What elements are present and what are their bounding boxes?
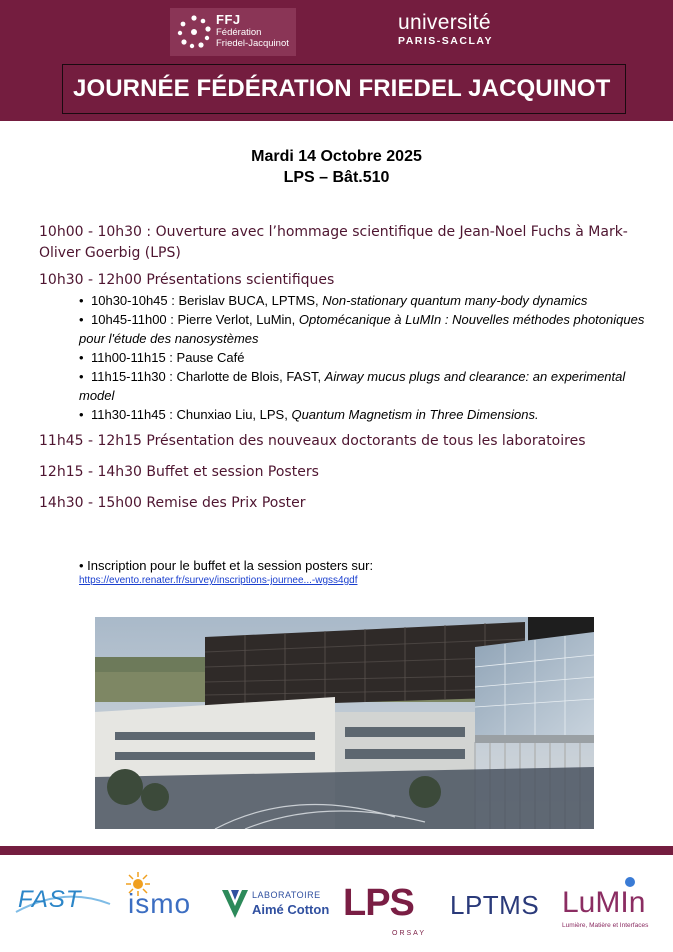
bullet-icon: • [79, 312, 84, 327]
program-item-presentations: 10h30 - 12h00 Présentations scientifiques [39, 272, 335, 288]
partner-logos [0, 866, 673, 946]
event-date: Mardi 14 Octobre 2025 [251, 148, 422, 165]
building-illustration [95, 617, 594, 829]
bullet-icon: • [79, 293, 84, 308]
lac-name: Aimé Cotton [252, 902, 330, 917]
footer-bar [0, 846, 673, 855]
registration-text: • Inscription pour le buffet et la session posters sur: [79, 558, 374, 573]
page-title: JOURNÉE FÉDÉRATION FRIEDEL JACQUINOT [73, 75, 611, 102]
title-box [62, 64, 626, 114]
ups-word: université [398, 11, 491, 34]
registration-link[interactable]: https://evento.renater.fr/survey/inscriptions-journee...-wgss4gdf [79, 575, 358, 586]
lumin-sub: Lumière, Matière et Interfaces [562, 922, 649, 929]
program-item-prix: 14h30 - 15h00 Remise des Prix Poster [39, 495, 306, 511]
ffj-abbr: FFJ [216, 12, 241, 27]
aime-cotton-logo [220, 888, 330, 925]
header-banner [0, 0, 673, 121]
lumin-logo: LuMIn [562, 886, 646, 919]
lps-logo: LPS [343, 882, 414, 924]
program-item-opening: 10h00 - 10h30 : Ouverture avec l’hommage scientifique de Jean-Noel Fuchs à Mark-Oliver Goerbig (LPS) [39, 224, 628, 261]
program [39, 222, 649, 514]
event-location: LPS – Bât.510 [283, 169, 390, 186]
ffj-dots-icon [176, 14, 212, 50]
talk-item: • 11h30-11h45 : Chunxiao Liu, LPS, Quantum Magnetism in Three Dimensions. [79, 407, 539, 422]
talk-item: • 10h45-11h00 : Pierre Verlot, LuMin, Optomécanique à LuMIn : Nouvelles méthodes photoniques pour l'étude des nanosystèmes [79, 312, 645, 346]
ups-sub: PARIS-SACLAY [398, 35, 494, 47]
talk-item: • 11h15-11h30 : Charlotte de Blois, FAST, Airway mucus plugs and clearance: an experimental model [79, 369, 626, 403]
universite-paris-saclay-logo [398, 12, 493, 48]
aime-cotton-triangle-icon [220, 888, 250, 920]
lptms-logo: LPTMS [450, 890, 540, 920]
program-item-doctorants: 11h45 - 12h15 Présentation des nouveaux doctorants de tous les laboratoires [39, 433, 586, 449]
bullet-icon: • [79, 407, 84, 422]
lps-orsay: ORSAY [392, 930, 426, 937]
fast-logo: FAST [18, 886, 82, 913]
ffj-line2: Friedel-Jacquinot [216, 38, 289, 49]
program-item-buffet: 12h15 - 14h30 Buffet et session Posters [39, 464, 319, 480]
talk-item: • 10h30-10h45 : Berislav BUCA, LPTMS, Non-stationary quantum many-body dynamics [79, 293, 588, 308]
bullet-icon: • [79, 369, 84, 384]
bullet-icon: • [79, 350, 84, 365]
event-info [0, 146, 673, 188]
lac-label: LABORATOIRE [252, 890, 321, 900]
bullet-icon: • [79, 558, 88, 573]
ismo-logo: ismo [128, 888, 192, 919]
ffj-line1: Fédération [216, 27, 262, 38]
talk-item: • 11h00-11h15 : Pause Café [79, 350, 245, 365]
building-photo [95, 617, 594, 829]
ffj-logo [170, 8, 296, 56]
